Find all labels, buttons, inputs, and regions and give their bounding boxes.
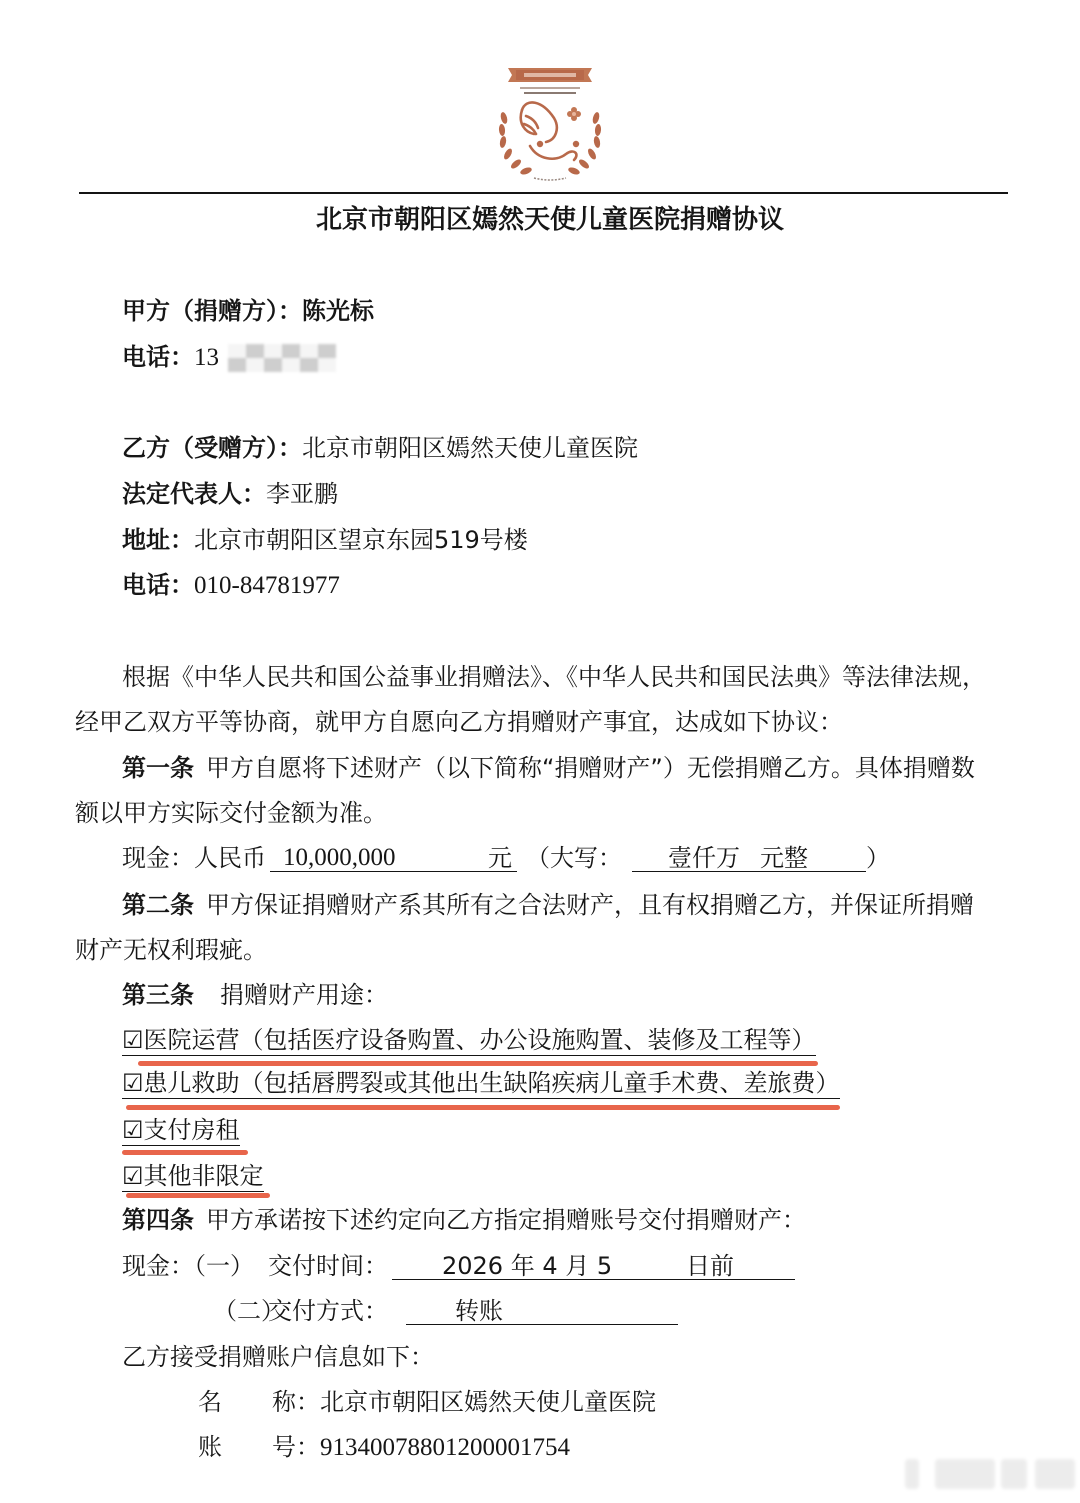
hospital-logo-icon (490, 58, 610, 186)
purpose-option-unrestricted[interactable] (122, 1161, 264, 1191)
party-a-phone-row (122, 342, 219, 372)
party-b-phone-row (122, 570, 340, 600)
party-b-label: 乙方（受赠方）： (122, 434, 302, 462)
delivery-time-value: 2026 年 4 月 5 (442, 1252, 613, 1280)
party-a-name: 陈光标 (302, 297, 374, 325)
red-highlight-underline (126, 1105, 840, 1110)
article-1-text-line-2: 额以甲方实际交付金额为准。 (75, 799, 387, 827)
article-2-label: 第二条 (122, 891, 194, 919)
capital-amount-field (632, 843, 866, 872)
party-a-label: 甲方（捐赠方）： (122, 297, 302, 325)
party-b-name: 北京市朝阳区嫣然天使儿童医院 (302, 434, 638, 462)
article-1-row (122, 753, 975, 783)
cash-label: 现金：人民币 (122, 844, 266, 872)
party-b-phone-label: 电话： (122, 571, 194, 599)
capital-amount-value: 壹仟万 (668, 844, 740, 872)
delivery-method-field (406, 1296, 678, 1325)
document-title: 北京市朝阳区嫣然天使儿童医院捐赠协议 (315, 205, 784, 235)
party-a-phone-visible: 13 (194, 344, 219, 371)
purpose-option-label: 患儿救助（包括唇腭裂或其他出生缺陷疾病儿童手术费、差旅费） (143, 1069, 840, 1097)
delivery-time-field (392, 1251, 795, 1280)
purpose-option-label: 支付房租 (143, 1116, 240, 1144)
legal-rep-name: 李亚鹏 (266, 480, 338, 508)
purpose-option-patient-aid[interactable] (122, 1068, 840, 1098)
delivery-method-index: （二） (213, 1297, 285, 1325)
delivery-cash-label: 现金：（一） (122, 1252, 254, 1280)
checkbox-checked-icon[interactable]: ☑ (122, 1069, 144, 1097)
account-number-row (272, 1432, 570, 1462)
account-number-value: 91340078801200001754 (320, 1434, 570, 1461)
phone-redaction-mosaic (228, 344, 336, 372)
party-a-phone-label: 电话： (122, 343, 194, 371)
red-highlight-underline (126, 1193, 270, 1198)
article-1-label: 第一条 (122, 754, 194, 782)
purpose-option-rent[interactable] (122, 1115, 240, 1145)
account-number-label-2: 号： (272, 1433, 320, 1461)
amount-unit: 元 (488, 844, 512, 872)
preamble-line-2: 经甲乙双方平等协商，就甲方自愿向乙方捐赠财产事宜，达成如下协议： (75, 708, 843, 736)
purpose-option-label: 医院运营（包括医疗设备购置、办公设施购置、装修及工程等） (143, 1026, 816, 1054)
address-value: 北京市朝阳区望京东园519号楼 (194, 526, 528, 554)
address-row (122, 525, 528, 555)
article-3-label: 第三条 (122, 981, 194, 1009)
delivery-method-label: 交付方式： (268, 1297, 388, 1325)
preamble-line-1: 根据《中华人民共和国公益事业捐赠法》、《中华人民共和国民法典》等法律法规， (122, 663, 986, 691)
party-b-phone-value: 010-84781977 (194, 572, 340, 599)
article-4-text: 甲方承诺按下述约定向乙方指定捐赠账号交付捐赠财产： (206, 1206, 806, 1234)
amount-field (270, 843, 517, 872)
delivery-time-label: 交付时间： (268, 1252, 388, 1280)
checkbox-checked-icon[interactable]: ☑ (122, 1116, 144, 1144)
article-1-text-line-1: 甲方自愿将下述财产（以下简称“捐赠财产”）无偿捐赠乙方。具体捐赠数 (206, 754, 975, 782)
account-name-value: 北京市朝阳区嫣然天使儿童医院 (320, 1388, 656, 1416)
purpose-option-hospital-operations[interactable] (122, 1025, 816, 1055)
account-name-row (272, 1387, 656, 1417)
red-highlight-underline (138, 1061, 818, 1066)
purpose-option-label: 其他非限定 (143, 1162, 264, 1190)
article-3-row (122, 980, 388, 1010)
capital-close: ） (866, 844, 890, 872)
account-intro: 乙方接受捐赠账户信息如下： (122, 1343, 434, 1371)
capital-open: （大写： (526, 844, 622, 872)
article-2-text-line-1: 甲方保证捐赠财产系其所有之合法财产，且有权捐赠乙方，并保证所捐赠 (206, 891, 974, 919)
delivery-time-suffix: 日前 (686, 1252, 734, 1280)
delivery-method-value: 转账 (455, 1297, 503, 1325)
account-name-label-1: 名 (198, 1388, 222, 1416)
account-number-label-1: 账 (198, 1433, 222, 1461)
legal-rep-row (122, 479, 338, 509)
watermark (905, 1455, 1077, 1493)
red-highlight-underline (122, 1150, 248, 1155)
party-a-row (122, 296, 374, 326)
legal-rep-label: 法定代表人： (122, 480, 266, 508)
address-label: 地址： (122, 526, 194, 554)
capital-amount-unit: 元整 (760, 844, 808, 872)
header-rule (79, 192, 1008, 194)
account-name-label-2: 称： (272, 1388, 320, 1416)
article-4-label: 第四条 (122, 1206, 194, 1234)
amount-value: 10,000,000 (283, 844, 396, 871)
checkbox-checked-icon[interactable]: ☑ (122, 1162, 144, 1190)
checkbox-checked-icon[interactable]: ☑ (122, 1026, 144, 1054)
article-3-text: 捐赠财产用途： (220, 981, 388, 1009)
party-b-row (122, 433, 638, 463)
article-4-row (122, 1205, 806, 1235)
article-2-text-line-2: 财产无权利瑕疵。 (75, 936, 267, 964)
article-2-row (122, 890, 974, 920)
